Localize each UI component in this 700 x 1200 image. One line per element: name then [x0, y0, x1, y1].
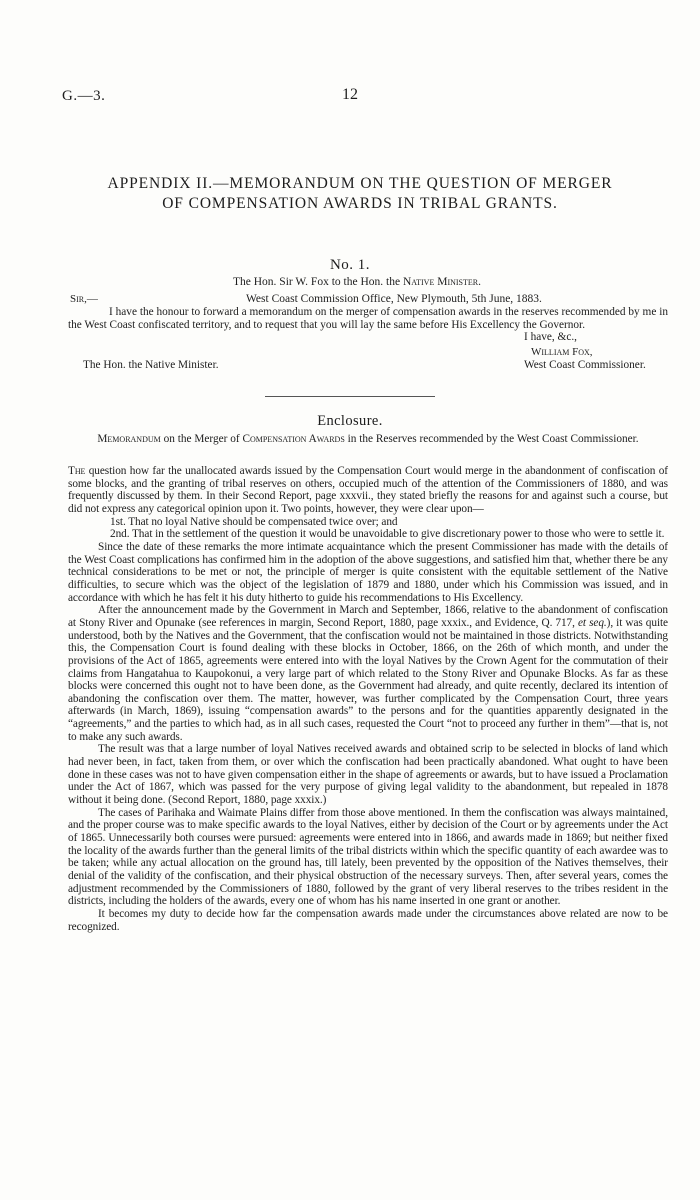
salutation-end: .	[478, 276, 481, 288]
list-item-1: 1st. That no loyal Native should be compensated twice over; and	[110, 515, 398, 528]
paragraph-3	[68, 604, 668, 743]
appendix-title-line-1: APPENDIX II.—MEMORANDUM ON THE QUESTION OF MERGER	[107, 175, 613, 192]
memorandum-body	[68, 465, 668, 933]
paragraph-1-lead: The	[68, 465, 86, 477]
paragraph-2: Since the date of these remarks the more intimate acquaintance which the present Commissioner has made with the details of the West Coast complications has confirmed him in the adoption of the above suggestions, and satisfied him that, whether there be any technical considerations to be met or not, the principle of merger is quite consistent with the equitable settlement of the Native difficulties, to secure which was the object of the legislation of 1879 and 1880, under which his Commission was issued, and in accordance with which he has felt it his duty hitherto to guide his recommendations to His Excellency.	[68, 540, 668, 604]
memo-awards: Compensation Awards	[242, 433, 345, 445]
paragraph-6: It becomes my duty to decide how far the compensation awards made under the circumstances above related are now to be recognized.	[68, 907, 668, 933]
document-reference: G.—3.	[62, 88, 106, 104]
paragraph-1	[68, 465, 668, 516]
salutation-recipient: Native Minister	[402, 276, 479, 288]
letter-body	[68, 306, 668, 331]
memo-end: in the Reserves recommended by the West Coast Commissioner.	[344, 433, 639, 445]
letter-sir: Sir,—	[70, 293, 98, 305]
letter-number: No. 1.	[329, 257, 371, 273]
memo-label: Memorandum	[97, 433, 161, 445]
letter-office-line: West Coast Commission Office, New Plymouth, 5th June, 1883.	[246, 293, 542, 305]
section-divider	[265, 396, 435, 397]
salutation-prefix: The Hon. Sir W. Fox to the Hon. the	[232, 276, 403, 288]
paragraph-3-et-seq: et seq.	[577, 616, 607, 629]
list-item-2: 2nd. That in the settlement of the question it would be unavoidable to give discretionary power to those who were to settle it.	[110, 528, 665, 541]
appendix-title-line-2: OF COMPENSATION AWARDS IN TRIBAL GRANTS.	[162, 195, 558, 212]
paragraph-3-part-b: ), it was quite understood, both by the Natives and the Government, that the confiscation would not be maintained in those districts. Notwithstanding this, the Compensation Court is found dealing with these blocks in October, 1866, on the 26th of which month, and under the provisions of the Act of 1865, agreements were entered into with the loyal Natives by the Crown Agent for the commutation of their claims from Hangatahua to Kaupokonui, a very large part of which related to the Stony River and Opunake Blocks. As far as these blocks were concerned this ought not to have been done, as the Government had already, and quite recently, declared its intention of abandoning the confiscation over them. The matter, however, was further complicated by the Compensation Court, three years afterwards (in March, 1869), issuing “compensation awards” to the persons and for the quantities apparently designated in the “agreements,” and the parties to which had, as in all such cases, requested the Court “not to proceed any further in them”—that is, not to make any such awards.	[68, 616, 668, 743]
memorandum-title	[68, 433, 668, 446]
letter-signature: William Fox,	[531, 346, 593, 358]
letter-signatory-role: West Coast Commissioner.	[524, 359, 646, 371]
paragraph-4: The result was that a large number of loyal Natives received awards and obtained scrip to be selected in blocks of land which had never been, in fact, taken from them, or over which the confiscation had been practically abandoned. What ought to have been done in these cases was not to have given compensation either in the shape of agreements or awards, but to have issued a Proclamation under the Act of 1867, which was passed for the very purpose of giving legal validity to the abandonment, but repealed in 1878 without it being done. (Second Report, 1880, page xxxix.)	[68, 743, 668, 807]
letter-body-text: I have the honour to forward a memorandum on the merger of compensation awards in the reserves recommended by me in the West Coast confiscated territory, and to request that you will lay the same before His Excellency the Governor.	[68, 306, 668, 331]
enclosure-heading: Enclosure.	[317, 413, 383, 429]
paragraph-5: The cases of Parihaka and Waimate Plains differ from those above mentioned. In them the confiscation was always maintained, and the proper course was to make specific awards to the loyal Natives, either by decision of the Court or by agreements under the Act of 1865. Unnecessarily both courses were pursued: agreements were entered into in 1866, and awards made in 1869; but neither fixed the locality of the awards further than the general limits of the tribal districts within which the specific quantity of each awardee was to be taken; while any actual allocation on the ground has, till lately, been prevented by the opposition of the Natives themselves, their denial of the validity of the confiscation, and their physical obstruction of the necessary surveys. Then, after several years, comes the adjustment recommended by the Commissioners of 1880, followed by the grant of very liberal reserves to the tribes resident in the districts, including the holders of the awards, every one of whom has his name inserted in one grant or another.	[68, 806, 668, 908]
page-number: 12	[342, 86, 358, 103]
paragraph-1-text: question how far the unallocated awards issued by the Compensation Court would merge in the abandonment of confiscation of some blocks, and the granting of tribal reserves on others, occupied much of the attention of the Commissioners of 1880, and was frequently discussed by them. In their Second Report, page xxxvii., they stated briefly the reasons for and against such a course, but did not express any categorical opinion upon it. Two points, however, they were clear upon—	[68, 465, 668, 515]
memo-mid: on the Merger of	[160, 433, 243, 445]
paragraph-3-part-a: After the announcement made by the Government in March and September, 1866, relative to the abandonment of confiscation at Stony River and Opunake (see references in margin, Second Report, 1880, page xxxix., and Evidence, Q. 717,	[68, 604, 668, 629]
letter-closing: I have, &c.,	[524, 331, 578, 343]
letter-salutation	[67, 276, 647, 288]
letter-addressee: The Hon. the Native Minister.	[83, 359, 219, 371]
